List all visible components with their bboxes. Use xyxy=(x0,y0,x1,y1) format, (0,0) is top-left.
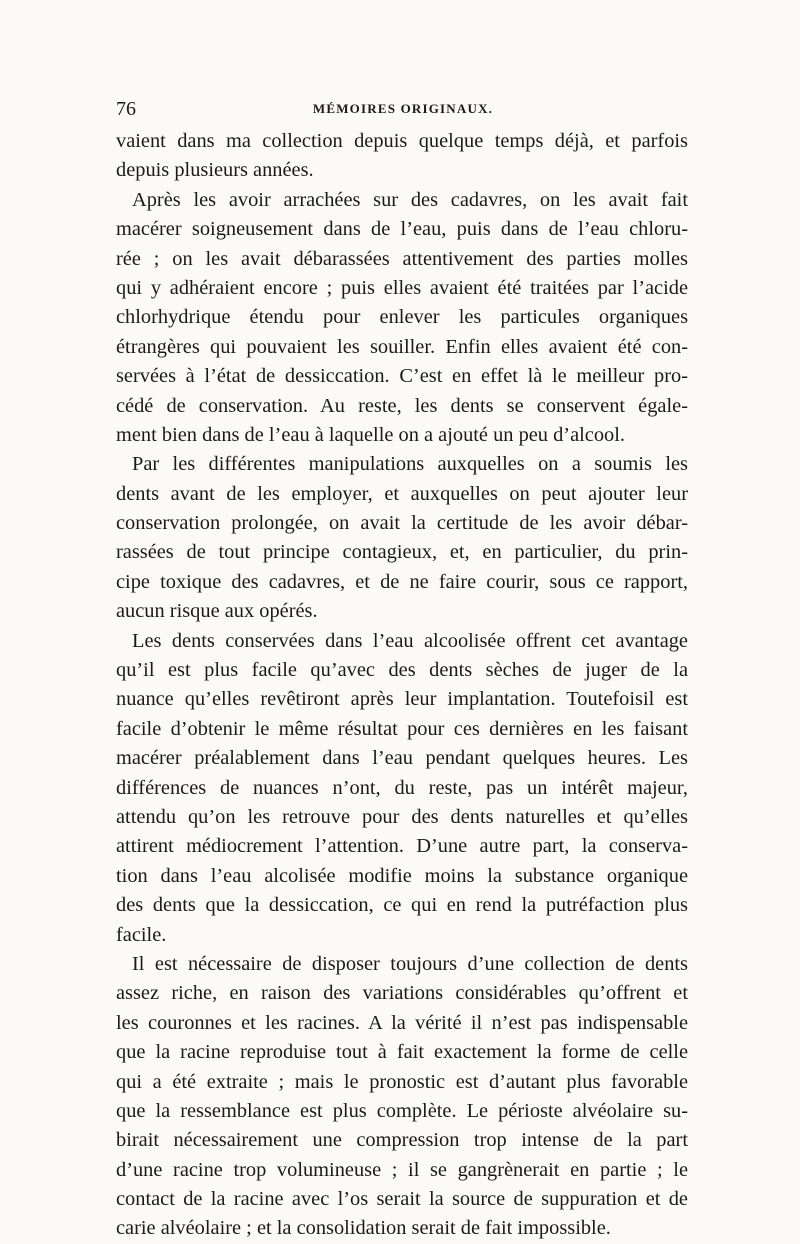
body-text xyxy=(116,127,688,1244)
text-line: macérer préalablement dans l’eau pendant quelques heures. Les xyxy=(116,747,688,770)
text-line: rée ; on les avait débarassées attentivement des parties molles xyxy=(116,247,688,270)
text-line: facile d’obtenir le même résultat pour ces dernières en les faisant xyxy=(116,717,688,740)
text-line: Il est nécessaire de disposer toujours d’une collection de dents xyxy=(132,952,688,975)
text-line: qu’il est plus facile qu’avec des dents sèches de juger de la xyxy=(116,659,688,682)
text-line: des dents que la dessiccation, ce qui en rend la putréfaction plus xyxy=(116,894,688,917)
text-line: attirent médiocrement l’attention. D’une autre part, la conserva- xyxy=(116,835,688,858)
text-line: servées à l’état de dessiccation. C’est en effet là le meilleur pro- xyxy=(116,365,688,388)
text-line: aucun risque aux opérés. xyxy=(116,600,318,623)
text-line: nuance qu’elles revêtiront après leur implantation. Toutefoisil est xyxy=(116,688,688,711)
text-line: macérer soigneusement dans de l’eau, puis dans de l’eau chloru- xyxy=(116,218,688,241)
text-line: attendu qu’on les retrouve pour des dents naturelles et qu’elles xyxy=(116,805,688,828)
text-line: cipe toxique des cadavres, et de ne faire courir, sous ce rapport, xyxy=(116,570,688,593)
text-line: carie alvéolaire ; et la consolidation serait de fait impossible. xyxy=(116,1217,611,1240)
text-line: facile. xyxy=(116,923,167,946)
text-line: ment bien dans de l’eau à laquelle on a ajouté un peu d’alcool. xyxy=(116,423,626,446)
running-head: MÉMOIRES ORIGINAUX. xyxy=(312,101,494,116)
text-line: conservation prolongée, on avait la certitude de les avoir débar- xyxy=(116,512,688,535)
text-line: différences de nuances n’ont, du reste, pas un intérêt majeur, xyxy=(116,776,688,799)
text-line: contact de la racine avec l’os serait la source de suppuration et de xyxy=(116,1188,688,1211)
text-line: Les dents conservées dans l’eau alcoolisée offrent cet avantage xyxy=(132,629,688,652)
text-line: birait nécessairement une compression trop intense de la part xyxy=(116,1129,688,1152)
text-line: qui a été extraite ; mais le pronostic est d’autant plus favorable xyxy=(116,1070,688,1093)
text-line: dents avant de les employer, et auxquelles on peut ajouter leur xyxy=(116,482,688,505)
text-line: d’une racine trop volumineuse ; il se gangrènerait en partie ; le xyxy=(116,1158,688,1181)
text-line: Par les différentes manipulations auxquelles on a soumis les xyxy=(132,453,688,476)
text-line: que la ressemblance est plus complète. Le périoste alvéolaire su- xyxy=(116,1099,688,1122)
page-number: 76 xyxy=(116,98,136,120)
text-line: que la racine reproduise tout à fait exactement la forme de celle xyxy=(116,1041,688,1064)
text-line: qui y adhéraient encore ; puis elles avaient été traitées par l’acide xyxy=(116,276,688,299)
text-line: Après les avoir arrachées sur des cadavres, on les avait fait xyxy=(132,188,688,211)
text-line: tion dans l’eau alcolisée modifie moins la substance organique xyxy=(116,864,688,887)
text-line: chlorhydrique étendu pour enlever les particules organiques xyxy=(116,306,688,329)
text-line: vaient dans ma collection depuis quelque temps déjà, et parfois xyxy=(116,130,688,152)
text-line: rassées de tout principe contagieux, et, en particulier, du prin- xyxy=(116,541,688,564)
page-header xyxy=(116,97,690,121)
text-line: cédé de conservation. Au reste, les dents se conservent égale- xyxy=(116,394,688,417)
text-line: les couronnes et les racines. A la vérité il n’est pas indispensable xyxy=(116,1011,688,1034)
text-line: étrangères qui pouvaient les souiller. Enfin elles avaient été con- xyxy=(116,335,688,358)
text-line: assez riche, en raison des variations considérables qu’offrent et xyxy=(116,982,688,1005)
text-line: depuis plusieurs années. xyxy=(116,159,314,182)
